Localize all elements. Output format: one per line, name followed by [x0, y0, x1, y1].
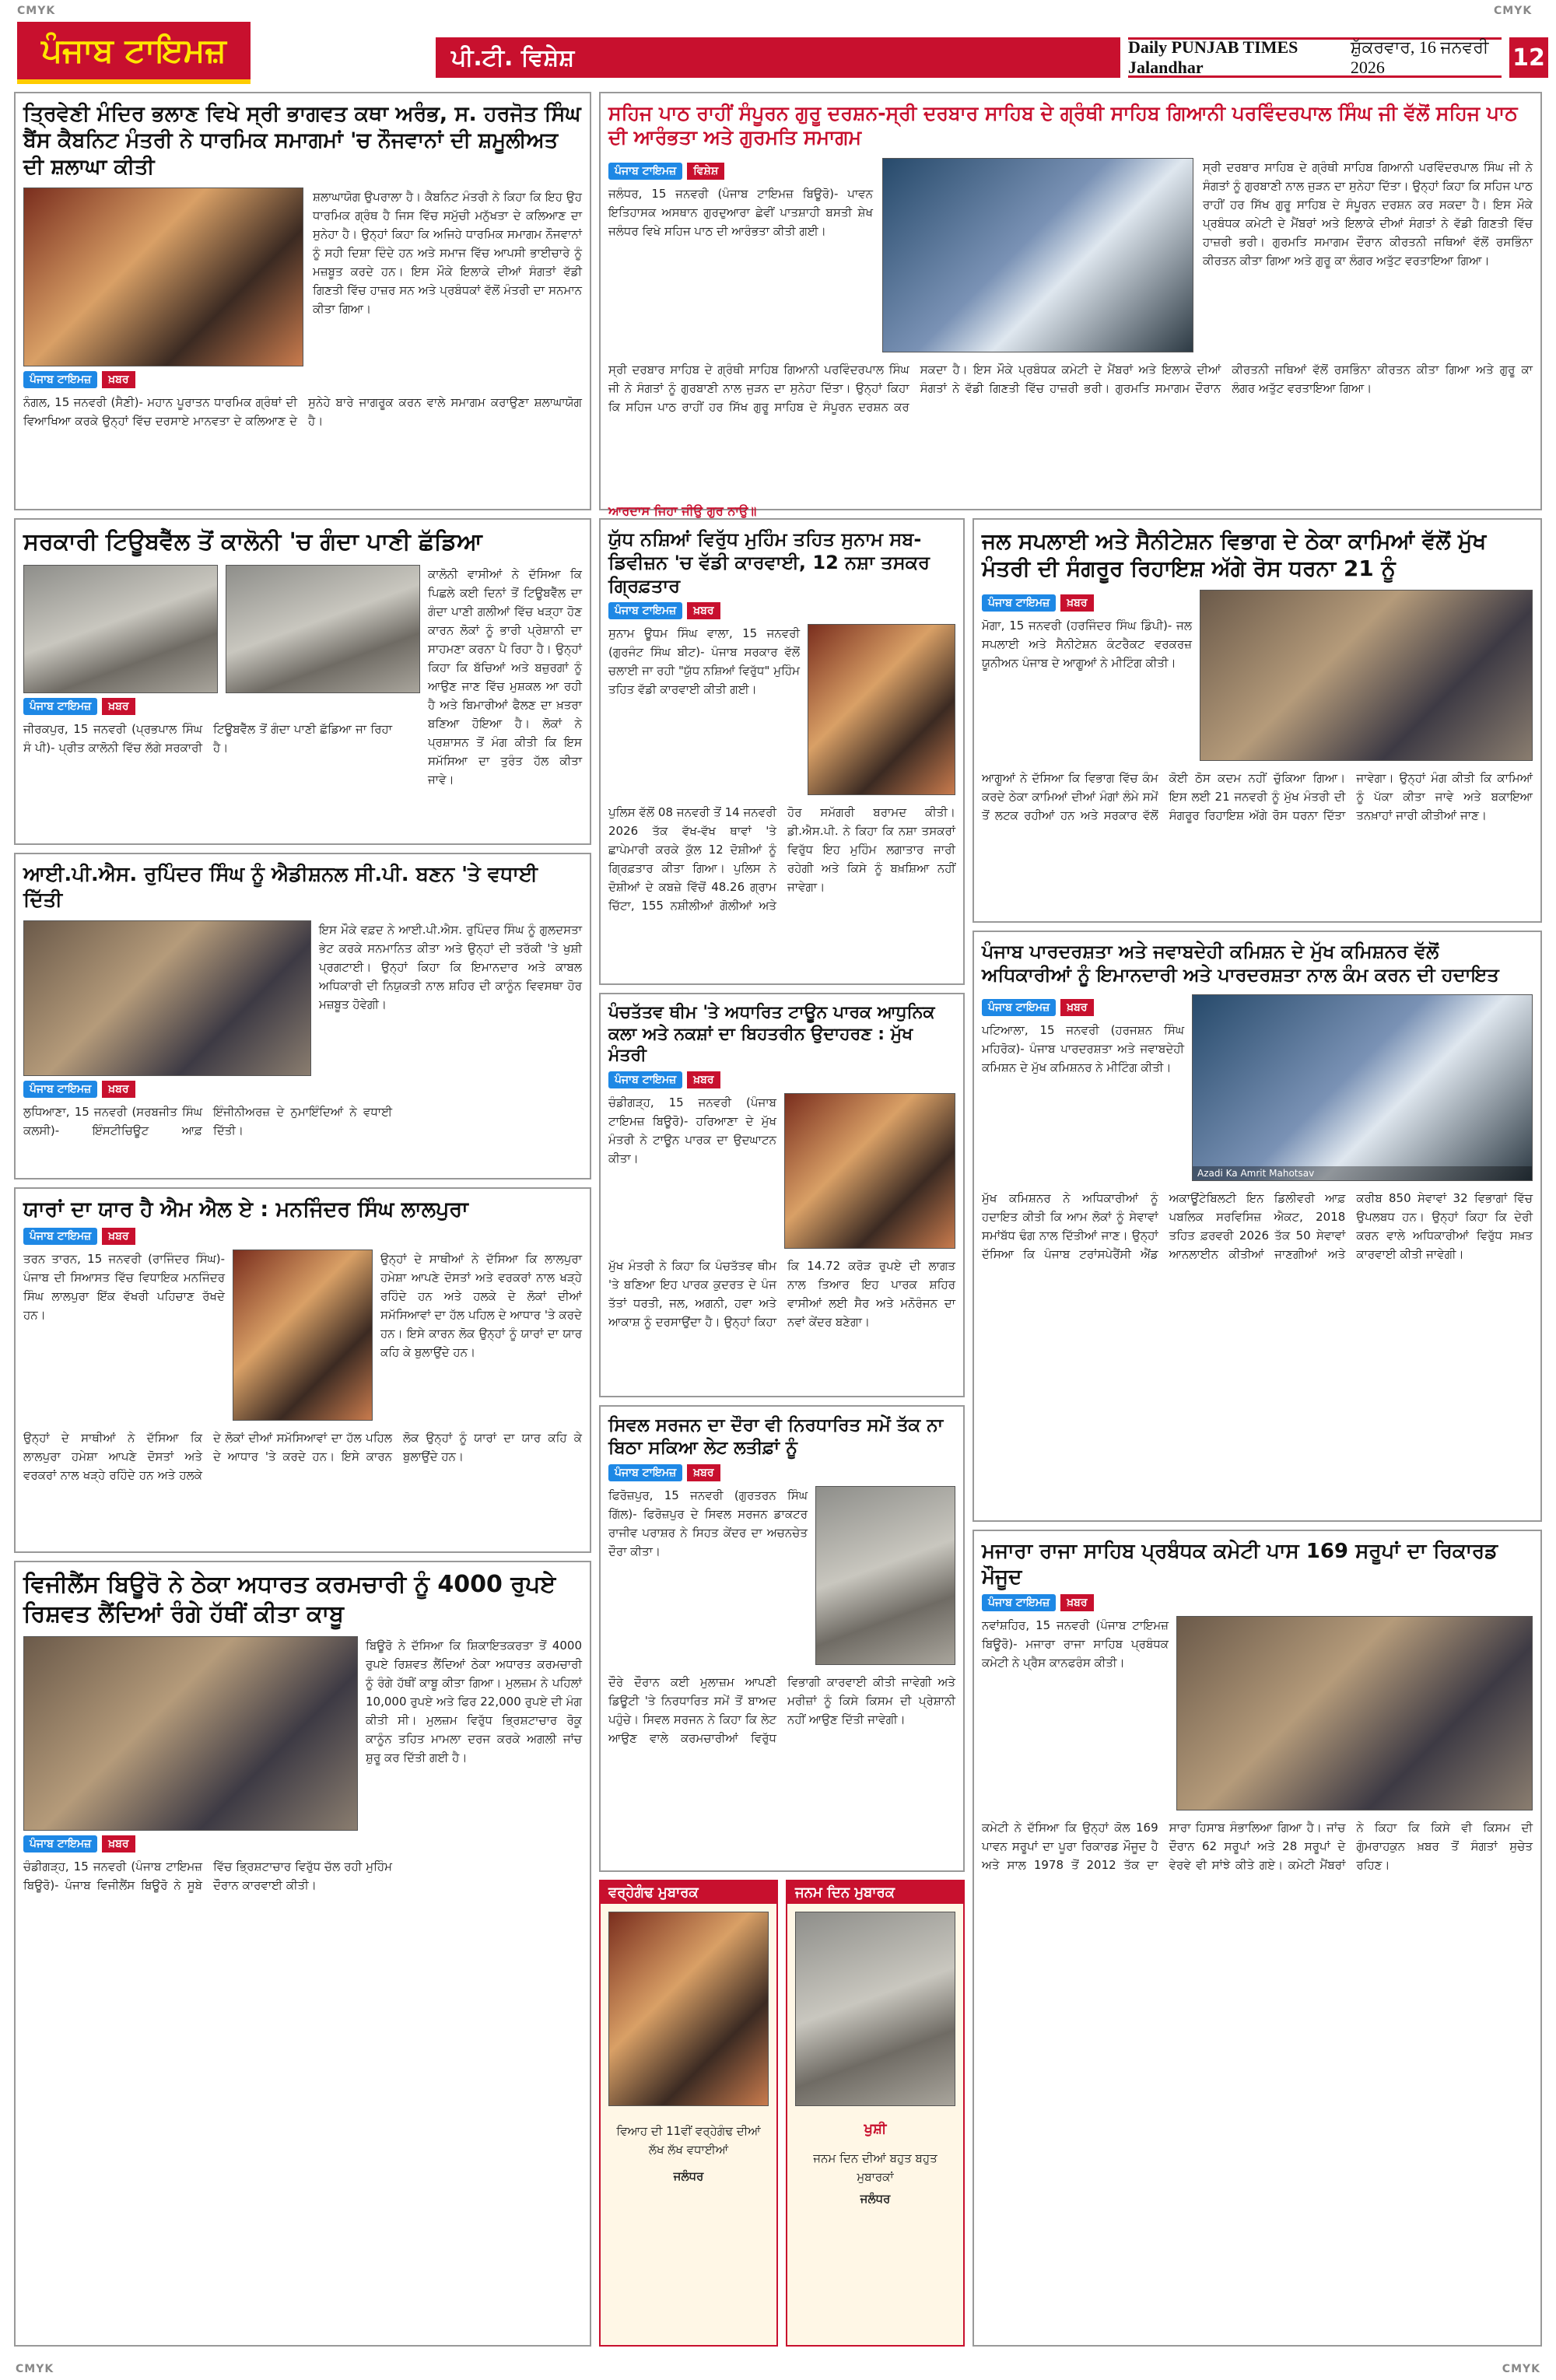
press-conference-photo [1176, 1616, 1533, 1810]
news-tag: ਖ਼ਬਰ [102, 1081, 135, 1098]
news-tag: ਖ਼ਬਰ [687, 1071, 720, 1088]
story-body: ਕਮੇਟੀ ਨੇ ਦੱਸਿਆ ਕਿ ਉਨ੍ਹਾਂ ਕੋਲ 169 ਪਾਵਨ ਸਰੂਪਾਂ ਦਾ ਪੂਰਾ ਰਿਕਾਰਡ ਮੌਜੂਦ ਹੈ ਅਤੇ ਸਾਲ 1978 ਤੋਂ 2012 ਤੱਕ ਦਾ ਸਾਰਾ ਹਿਸਾਬ ਸੰਭਾਲਿਆ ਗਿਆ ਹੈ। ਜਾਂਚ ਦੌਰਾਨ 62 ਸਰੂਪਾਂ ਅਤੇ 28 ਸਰੂਪਾਂ ਦੇ ਵੇਰਵੇ ਵੀ ਸਾਂਝੇ ਕੀਤੇ ਗਏ। ਕਮੇਟੀ ਮੈਂਬਰਾਂ ਨੇ ਕਿਹਾ ਕਿ ਕਿਸੇ ਵੀ ਕਿਸਮ ਦੀ ਗੁੰਮਰਾਹਕੁਨ ਖ਼ਬਰ ਤੋਂ ਸੰਗਤਾਂ ਸੁਚੇਤ ਰਹਿਣ। [982, 1821, 1533, 1872]
news-tag: ਖ਼ਬਰ [102, 371, 135, 388]
story-lalpura [14, 1187, 591, 1553]
story-body: ਇਸ ਮੌਕੇ ਵਫ਼ਦ ਨੇ ਆਈ.ਪੀ.ਐਸ. ਰੁਪਿੰਦਰ ਸਿੰਘ ਨੂੰ ਗੁਲਦਸਤਾ ਭੇਟ ਕਰਕੇ ਸਨਮਾਨਿਤ ਕੀਤਾ ਅਤੇ ਉਨ੍ਹਾਂ ਦੀ ਤਰੱਕੀ 'ਤੇ ਖੁਸ਼ੀ ਪ੍ਰਗਟਾਈ। ਉਨ੍ਹਾਂ ਕਿਹਾ ਕਿ ਇਮਾਨਦਾਰ ਅਤੇ ਕਾਬਲ ਅਧਿਕਾਰੀ ਦੀ ਨਿਯੁਕਤੀ ਨਾਲ ਸ਼ਹਿਰ ਦੀ ਕਾਨੂੰਨ ਵਿਵਸਥਾ ਹੋਰ ਮਜ਼ਬੂਤ ਹੋਵੇਗੀ। [319, 923, 582, 1011]
special-tag: ਵਿਸ਼ੇਸ਼ [687, 163, 724, 180]
story-body-continued: ਸ੍ਰੀ ਦਰਬਾਰ ਸਾਹਿਬ ਦੇ ਗ੍ਰੰਥੀ ਸਾਹਿਬ ਗਿਆਨੀ ਪਰਵਿੰਦਰਪਾਲ ਸਿੰਘ ਜੀ ਨੇ ਸੰਗਤਾਂ ਨੂੰ ਗੁਰਬਾਣੀ ਨਾਲ ਜੁੜਨ ਦਾ ਸੁਨੇਹਾ ਦਿੱਤਾ। ਉਨ੍ਹਾਂ ਕਿਹਾ ਕਿ ਸਹਿਜ ਪਾਠ ਰਾਹੀਂ ਹਰ ਸਿੱਖ ਗੁਰੂ ਸਾਹਿਬ ਦੇ ਸੰਪੂਰਨ ਦਰਸ਼ਨ ਕਰ ਸਕਦਾ ਹੈ। ਇਸ ਮੌਕੇ ਪ੍ਰਬੰਧਕ ਕਮੇਟੀ ਦੇ ਮੈਂਬਰਾਂ ਅਤੇ ਇਲਾਕੇ ਦੀਆਂ ਸੰਗਤਾਂ ਨੇ ਵੱਡੀ ਗਿਣਤੀ ਵਿੱਚ ਹਾਜ਼ਰੀ ਭਰੀ। ਗੁਰਮਤਿ ਸਮਾਗਮ ਦੌਰਾਨ ਕੀਰਤਨੀ ਜਥਿਆਂ ਵੱਲੋਂ ਰਸਭਿੰਨਾ ਕੀਰਤਨ ਕੀਤਾ ਗਿਆ ਅਤੇ ਗੁਰੂ ਕਾ ਲੰਗਰ ਅਤੁੱਟ ਵਰਤਾਇਆ ਗਿਆ। [608, 362, 1533, 414]
story-photo [23, 1636, 358, 1831]
story-dateline: ਪਟਿਆਲਾ, 15 ਜਨਵਰੀ (ਹਰਜਸ਼ਨ ਸਿੰਘ ਮਹਿਰੋਕ)- ਪੰਜਾਬ ਪਾਰਦਰਸ਼ਤਾ ਅਤੇ ਜਵਾਬਦੇਹੀ ਕਮਿਸ਼ਨ ਦੇ ਮੁੱਖ ਕਮਿਸ਼ਨਰ ਨੇ ਮੀਟਿੰਗ ਕੀਤੀ। [982, 1023, 1184, 1074]
section-title: ਪੀ.ਟੀ. ਵਿਸ਼ੇਸ਼ [436, 37, 1120, 78]
story-sehaj-path [599, 92, 1542, 518]
story-dateline: ਲੁਧਿਆਣਾ, 15 ਜਨਵਰੀ (ਸਰਬਜੀਤ ਸਿੰਘ ਕਲਸੀ)- ਇੰਸਟੀਚਿਊਟ ਆਫ਼ ਇੰਜੀਨੀਅਰਜ਼ ਦੇ ਨੁਮਾਇੰਦਿਆਂ ਨੇ ਵਧਾਈ ਦਿੱਤੀ। [23, 1105, 392, 1137]
story-headline: ਤ੍ਰਿਵੇਣੀ ਮੰਦਿਰ ਭਲਾਣ ਵਿਖੇ ਸ੍ਰੀ ਭਾਗਵਤ ਕਥਾ ਅਰੰਭ, ਸ. ਹਰਜੋਤ ਸਿੰਘ ਬੈਂਸ ਕੈਬਨਿਟ ਮੰਤਰੀ ਨੇ ਧਾਰਮਿਕ ਸਮਾਗਮਾਂ 'ਚ ਨੌਜਵਾਨਾਂ ਦੀ ਸ਼ਮੂਲੀਅਤ ਦੀ ਸ਼ਲਾਘਾ ਕੀਤੀ [23, 102, 581, 179]
brand-tag: ਪੰਜਾਬ ਟਾਇਮਜ਼ [23, 698, 97, 715]
greeting-header [601, 1881, 776, 1904]
story-dateline: ਤਰਨ ਤਾਰਨ, 15 ਜਨਵਰੀ (ਰਾਜਿੰਦਰ ਸਿੰਘ)- ਪੰਜਾਬ ਦੀ ਸਿਆਸਤ ਵਿੱਚ ਵਿਧਾਇਕ ਮਨਜਿੰਦਰ ਸਿੰਘ ਲਾਲਪੁਰਾ ਇੱਕ ਵੱਖਰੀ ਪਹਿਚਾਣ ਰੱਖਦੇ ਹਨ। [23, 1251, 225, 1322]
story-headline: ਮਜਾਰਾ ਰਾਜਾ ਸਾਹਿਬ ਪ੍ਰਬੰਧਕ ਕਮੇਟੀ ਪਾਸ 169 ਸਰੂਪਾਂ ਦਾ ਰਿਕਾਰਡ ਮੌਜੂਦ [982, 1540, 1498, 1589]
brand-tag: ਪੰਜਾਬ ਟਾਇਮਜ਼ [608, 1071, 682, 1088]
brand-tag: ਪੰਜਾਬ ਟਾਇਮਜ਼ [608, 163, 682, 180]
chief-minister-photo [784, 1093, 955, 1249]
paper-name: Daily PUNJAB TIMES Jalandhar [1128, 37, 1298, 77]
story-kicker [608, 1071, 955, 1088]
news-tag: ਖ਼ਬਰ [687, 602, 720, 619]
story-dateline: ਨੰਗਲ, 15 ਜਨਵਰੀ (ਸੈਣੀ)- ਮਹਾਨ ਪੂਰਾਤਨ ਧਾਰਮਿਕ ਗ੍ਰੰਥਾਂ ਦੀ ਵਿਆਖਿਆ ਕਰਕੇ ਉਨ੍ਹਾਂ ਵਿੱਚ ਦਰਸਾਏ ਮਾਨਵਤਾ ਦੇ ਕਲਿਆਣ ਦੇ ਸੁਨੇਹੇ ਬਾਰੇ ਜਾਗਰੂਕ ਕਰਨ ਵਾਲੇ ਸਮਾਗਮ ਕਰਾਉਣਾ ਸ਼ਲਾਘਾਯੋਗ ਹੈ। [23, 395, 582, 429]
cmyk-mark-left: CMYK [17, 5, 56, 17]
greeting-anniversary [599, 1880, 778, 2347]
brand-tag: ਪੰਜਾਬ ਟਾਇਮਜ਼ [608, 602, 682, 619]
story-kicker [982, 594, 1192, 612]
greeting-header [787, 1881, 963, 1904]
story-kicker [23, 1228, 582, 1245]
story-body-continued: ਉਨ੍ਹਾਂ ਦੇ ਸਾਥੀਆਂ ਨੇ ਦੱਸਿਆ ਕਿ ਲਾਲਪੁਰਾ ਹਮੇਸ਼ਾ ਆਪਣੇ ਦੋਸਤਾਂ ਅਤੇ ਵਰਕਰਾਂ ਨਾਲ ਖੜ੍ਹੇ ਰਹਿੰਦੇ ਹਨ ਅਤੇ ਹਲਕੇ ਦੇ ਲੋਕਾਂ ਦੀਆਂ ਸਮੱਸਿਆਵਾਂ ਦਾ ਹੱਲ ਪਹਿਲ ਦੇ ਆਧਾਰ 'ਤੇ ਕਰਦੇ ਹਨ। ਇਸੇ ਕਾਰਨ ਲੋਕ ਉਨ੍ਹਾਂ ਨੂੰ ਯਾਰਾਂ ਦਾ ਯਾਰ ਕਹਿ ਕੇ ਬੁਲਾਉਂਦੇ ਹਨ। [23, 1430, 582, 1482]
story-body: ਪੁਲਿਸ ਵੱਲੋਂ 08 ਜਨਵਰੀ ਤੋਂ 14 ਜਨਵਰੀ 2026 ਤੱਕ ਵੱਖ-ਵੱਖ ਥਾਵਾਂ 'ਤੇ ਛਾਪੇਮਾਰੀ ਕਰਕੇ ਕੁੱਲ 12 ਦੋਸ਼ੀਆਂ ਨੂੰ ਗ੍ਰਿਫ਼ਤਾਰ ਕੀਤਾ ਗਿਆ। ਪੁਲਿਸ ਨੇ ਦੋਸ਼ੀਆਂ ਦੇ ਕਬਜ਼ੇ ਵਿੱਚੋਂ 48.26 ਗ੍ਰਾਮ ਚਿੱਟਾ, 155 ਨਸ਼ੀਲੀਆਂ ਗੋਲੀਆਂ ਅਤੇ ਹੋਰ ਸਮੱਗਰੀ ਬਰਾਮਦ ਕੀਤੀ। ਡੀ.ਐਸ.ਪੀ. ਨੇ ਕਿਹਾ ਕਿ ਨਸ਼ਾ ਤਸਕਰਾਂ ਵਿਰੁੱਧ ਇਹ ਮੁਹਿੰਮ ਲਗਾਤਾਰ ਜਾਰੀ ਰਹੇਗੀ ਅਤੇ ਕਿਸੇ ਨੂੰ ਬਖ਼ਸ਼ਿਆ ਨਹੀਂ ਜਾਵੇਗਾ। [608, 805, 955, 913]
brand-tag: ਪੰਜਾਬ ਟਾਇਮਜ਼ [23, 371, 97, 388]
story-kicker [23, 1081, 582, 1098]
story-trivedi-temple [14, 92, 591, 510]
greeting-place: ਜਲੰਧਰ [860, 2191, 891, 2206]
news-tag: ਖ਼ਬਰ [102, 1835, 135, 1852]
cmyk-footer-right: CMYK [1502, 2362, 1540, 2375]
brand-tag: ਪੰਜਾਬ ਟਾਇਮਜ਼ [982, 999, 1056, 1016]
page-number: 12 [1509, 37, 1548, 78]
cmyk-mark-right: CMYK [1494, 5, 1533, 17]
story-kicker [608, 602, 955, 619]
story-headline: ਸਿਵਲ ਸਰਜਨ ਦਾ ਦੌਰਾ ਵੀ ਨਿਰਧਾਰਿਤ ਸਮੇਂ ਤੱਕ ਨਾ ਬਿਠਾ ਸਕਿਆ ਲੇਟ ਲਤੀਫ਼ਾਂ ਨੂੰ [608, 1415, 944, 1458]
story-body: ਸ਼ਲਾਘਾਯੋਗ ਉਪਰਾਲਾ ਹੈ। ਕੈਬਨਿਟ ਮੰਤਰੀ ਨੇ ਕਿਹਾ ਕਿ ਇਹ ਉਹ ਧਾਰਮਿਕ ਗ੍ਰੰਥ ਹੈ ਜਿਸ ਵਿੱਚ ਸਮੁੱਚੀ ਮਨੁੱਖਤਾ ਦੇ ਕਲਿਆਣ ਦਾ ਸੁਨੇਹਾ ਹੈ। ਉਨ੍ਹਾਂ ਕਿਹਾ ਕਿ ਅਜਿਹੇ ਧਾਰਮਿਕ ਸਮਾਗਮ ਨੌਜਵਾਨਾਂ ਨੂੰ ਸਹੀ ਦਿਸ਼ਾ ਦਿੰਦੇ ਹਨ ਅਤੇ ਸਮਾਜ ਵਿੱਚ ਆਪਸੀ ਭਾਈਚਾਰੇ ਨੂੰ ਮਜ਼ਬੂਤ ਕਰਦੇ ਹਨ। ਇਸ ਮੌਕੇ ਇਲਾਕੇ ਦੀਆਂ ਸੰਗਤਾਂ ਵੱਡੀ ਗਿਣਤੀ ਵਿੱਚ ਹਾਜ਼ਰ ਸਨ ਅਤੇ ਪ੍ਰਬੰਧਕਾਂ ਵੱਲੋਂ ਮੰਤਰੀ ਦਾ ਸਨਮਾਨ ਕੀਤਾ ਗਿਆ। [313, 190, 582, 317]
story-headline: ਪੰਜਾਬ ਪਾਰਦਰਸ਼ਤਾ ਅਤੇ ਜਵਾਬਦੇਹੀ ਕਮਿਸ਼ਨ ਦੇ ਮੁੱਖ ਕਮਿਸ਼ਨਰ ਵੱਲੋਂ ਅਧਿਕਾਰੀਆਂ ਨੂੰ ਇਮਾਨਦਾਰੀ ਅਤੇ ਪਾਰਦਰਸ਼ਤਾ ਨਾਲ ਕੰਮ ਕਰਨ ਦੀ ਹਦਾਇਤ [982, 941, 1499, 986]
news-tag: ਖ਼ਬਰ [1060, 999, 1093, 1016]
story-water-supply-protest [972, 518, 1542, 923]
story-dateline: ਚੰਡੀਗੜ੍ਹ, 15 ਜਨਵਰੀ (ਪੰਜਾਬ ਟਾਇਮਜ਼ ਬਿਊਰੋ)- ਪੰਜਾਬ ਵਿਜੀਲੈਂਸ ਬਿਊਰੋ ਨੇ ਸੂਬੇ ਵਿੱਚ ਭ੍ਰਿਸ਼ਟਾਚਾਰ ਵਿਰੁੱਧ ਚੱਲ ਰਹੀ ਮੁਹਿੰਮ ਦੌਰਾਨ ਕਾਰਵਾਈ ਕੀਤੀ। [23, 1859, 392, 1892]
story-headline: ਪੰਚਤੱਤਵ ਥੀਮ 'ਤੇ ਅਧਾਰਿਤ ਟਾਊਨ ਪਾਰਕ ਆਧੁਨਿਕ ਕਲਾ ਅਤੇ ਨਕਸ਼ਾਂ ਦਾ ਬਿਹਤਰੀਨ ਉਦਾਹਰਣ : ਮੁੱਖ ਮੰਤਰੀ [608, 1003, 935, 1065]
greeting-name: ਖੁਸ਼ੀ [864, 2121, 887, 2137]
child-photo [795, 1912, 955, 2106]
story-headline: ਯਾਰਾਂ ਦਾ ਯਾਰ ਹੈ ਐਮ ਐਲ ਏ : ਮਨਜਿੰਦਰ ਸਿੰਘ ਲਾਲਪੁਰਾ [23, 1197, 468, 1222]
attendance-board-photo [815, 1486, 955, 1665]
story-dateline: ਨਵਾਂਸ਼ਹਿਰ, 15 ਜਨਵਰੀ (ਪੰਜਾਬ ਟਾਇਮਜ਼ ਬਿਊਰੋ)- ਮਜਾਰਾ ਰਾਜਾ ਸਾਹਿਬ ਪ੍ਰਬੰਧਕ ਕਮੇਟੀ ਨੇ ਪ੍ਰੈਸ ਕਾਨਫਰੰਸ ਕੀਤੀ। [982, 1618, 1169, 1670]
story-kicker [23, 1835, 582, 1852]
story-headline: ਆਈ.ਪੀ.ਐਸ. ਰੁਪਿੰਦਰ ਸਿੰਘ ਨੂੰ ਐਡੀਸ਼ਨਲ ਸੀ.ਪੀ. ਬਣਨ 'ਤੇ ਵਧਾਈ ਦਿੱਤੀ [23, 863, 538, 912]
story-kicker [608, 1464, 955, 1481]
news-tag: ਖ਼ਬਰ [102, 1228, 135, 1245]
story-headline: ਸਰਕਾਰੀ ਟਿਊਬਵੈੱਲ ਤੋਂ ਕਾਲੋਨੀ 'ਚ ਗੰਦਾ ਪਾਣੀ ਛੱਡਿਆ [23, 528, 482, 556]
brand-tag: ਪੰਜਾਬ ਟਾਇਮਜ਼ [608, 1464, 682, 1481]
story-photo [1200, 590, 1533, 761]
couple-photo [608, 1912, 769, 2106]
story-headline: ਸਹਿਜ ਪਾਠ ਰਾਹੀਂ ਸੰਪੂਰਨ ਗੁਰੂ ਦਰਸ਼ਨ-ਸ੍ਰੀ ਦਰਬਾਰ ਸਾਹਿਬ ਦੇ ਗ੍ਰੰਥੀ ਸਾਹਿਬ ਗਿਆਨੀ ਪਰਵਿੰਦਰਪਾਲ ਸਿੰਘ ਜੀ ਵੱਲੋਂ ਸਹਿਜ ਪਾਠ ਦੀ ਆਰੰਭਤਾ ਅਤੇ ਗੁਰਮਤਿ ਸਮਾਗਮ [608, 102, 1518, 149]
story-kicker [608, 163, 873, 180]
story-body: ਦੌਰੇ ਦੌਰਾਨ ਕਈ ਮੁਲਾਜ਼ਮ ਆਪਣੀ ਡਿਊਟੀ 'ਤੇ ਨਿਰਧਾਰਿਤ ਸਮੇਂ ਤੋਂ ਬਾਅਦ ਪਹੁੰਚੇ। ਸਿਵਲ ਸਰਜਨ ਨੇ ਕਿਹਾ ਕਿ ਲੇਟ ਆਉਣ ਵਾਲੇ ਕਰਮਚਾਰੀਆਂ ਵਿਰੁੱਧ ਵਿਭਾਗੀ ਕਾਰਵਾਈ ਕੀਤੀ ਜਾਵੇਗੀ ਅਤੇ ਮਰੀਜ਼ਾਂ ਨੂੰ ਕਿਸੇ ਕਿਸਮ ਦੀ ਪ੍ਰੇਸ਼ਾਨੀ ਨਹੀਂ ਆਉਣ ਦਿੱਤੀ ਜਾਵੇਗੀ। [608, 1674, 955, 1745]
story-body: ਮੁੱਖ ਮੰਤਰੀ ਨੇ ਕਿਹਾ ਕਿ ਪੰਚਤੱਤਵ ਥੀਮ 'ਤੇ ਬਣਿਆ ਇਹ ਪਾਰਕ ਕੁਦਰਤ ਦੇ ਪੰਜ ਤੱਤਾਂ ਧਰਤੀ, ਜਲ, ਅਗਨੀ, ਹਵਾ ਅਤੇ ਆਕਾਸ਼ ਨੂੰ ਦਰਸਾਉਂਦਾ ਹੈ। ਉਨ੍ਹਾਂ ਕਿਹਾ ਕਿ 14.72 ਕਰੋੜ ਰੁਪਏ ਦੀ ਲਾਗਤ ਨਾਲ ਤਿਆਰ ਇਹ ਪਾਰਕ ਸ਼ਹਿਰ ਵਾਸੀਆਂ ਲਈ ਸੈਰ ਅਤੇ ਮਨੋਰੰਜਨ ਦਾ ਨਵਾਂ ਕੇਂਦਰ ਬਣੇਗਾ। [608, 1258, 955, 1329]
story-civil-surgeon [599, 1405, 965, 1872]
story-dateline: ਜੀਰਕਪੁਰ, 15 ਜਨਵਰੀ (ਪ੍ਰਭਪਾਲ ਸਿੰਘ ਸੰ ਪੀ)- ਪ੍ਰੀਤ ਕਾਲੋਨੀ ਵਿੱਚ ਲੱਗੇ ਸਰਕਾਰੀ ਟਿਊਬਵੈੱਲ ਤੋਂ ਗੰਦਾ ਪਾਣੀ ਛੱਡਿਆ ਜਾ ਰਿਹਾ ਹੈ। [23, 721, 392, 755]
news-tag: ਖ਼ਬਰ [1060, 594, 1093, 612]
brand-tag: ਪੰਜਾਬ ਟਾਇਮਜ਼ [23, 1228, 97, 1245]
story-ips-rupinder [14, 853, 591, 1179]
brand-tag: ਪੰਜਾਬ ਟਾਇਮਜ਼ [23, 1835, 97, 1852]
story-photo [23, 920, 311, 1076]
page-header [0, 0, 1556, 86]
story-dateline: ਫਿਰੋਜ਼ਪੁਰ, 15 ਜਨਵਰੀ (ਗੁਰਤਰਨ ਸਿੰਘ ਗਿੱਲ)- ਫਿਰੋਜ਼ਪੁਰ ਦੇ ਸਿਵਲ ਸਰਜਨ ਡਾਕਟਰ ਰਾਜੀਵ ਪਰਾਸ਼ਰ ਨੇ ਸਿਹਤ ਕੇਂਦਰ ਦਾ ਅਚਨਚੇਤ ਦੌਰਾ ਕੀਤਾ। [608, 1488, 808, 1558]
story-tubewell [14, 518, 591, 845]
issue-date: ਸ਼ੁੱਕਰਵਾਰ, 16 ਜਨਵਰੀ 2026 [1350, 37, 1489, 77]
story-body: ਬਿਊਰੋ ਨੇ ਦੱਸਿਆ ਕਿ ਸ਼ਿਕਾਇਤਕਰਤਾ ਤੋਂ 4000 ਰੁਪਏ ਰਿਸ਼ਵਤ ਲੈਂਦਿਆਂ ਠੇਕਾ ਅਧਾਰਤ ਕਰਮਚਾਰੀ ਨੂੰ ਰੰਗੇ ਹੱਥੀਂ ਕਾਬੂ ਕੀਤਾ ਗਿਆ। ਮੁਲਜ਼ਮ ਨੇ ਪਹਿਲਾਂ 10,000 ਰੁਪਏ ਅਤੇ ਫਿਰ 22,000 ਰੁਪਏ ਦੀ ਮੰਗ ਕੀਤੀ ਸੀ। ਮੁਲਜ਼ਮ ਵਿਰੁੱਧ ਭ੍ਰਿਸ਼ਟਾਚਾਰ ਰੋਕੂ ਕਾਨੂੰਨ ਤਹਿਤ ਮਾਮਲਾ ਦਰਜ ਕਰਕੇ ਅਗਲੀ ਜਾਂਚ ਸ਼ੁਰੂ ਕਰ ਦਿੱਤੀ ਗਈ ਹੈ। [366, 1639, 582, 1765]
azadi-badge: Azadi Ka Amrit Mahotsav [1193, 1166, 1532, 1180]
officer-photo [808, 624, 955, 795]
story-kicker [23, 371, 582, 388]
page-dateline [1128, 37, 1502, 78]
story-body: ਉਨ੍ਹਾਂ ਦੇ ਸਾਥੀਆਂ ਨੇ ਦੱਸਿਆ ਕਿ ਲਾਲਪੁਰਾ ਹਮੇਸ਼ਾ ਆਪਣੇ ਦੋਸਤਾਂ ਅਤੇ ਵਰਕਰਾਂ ਨਾਲ ਖੜ੍ਹੇ ਰਹਿੰਦੇ ਹਨ ਅਤੇ ਹਲਕੇ ਦੇ ਲੋਕਾਂ ਦੀਆਂ ਸਮੱਸਿਆਵਾਂ ਦਾ ਹੱਲ ਪਹਿਲ ਦੇ ਆਧਾਰ 'ਤੇ ਕਰਦੇ ਹਨ। ਇਸੇ ਕਾਰਨ ਲੋਕ ਉਨ੍ਹਾਂ ਨੂੰ ਯਾਰਾਂ ਦਾ ਯਾਰ ਕਹਿ ਕੇ ਬੁਲਾਉਂਦੇ ਹਨ। [380, 1251, 582, 1359]
story-photo [23, 188, 303, 366]
story-headline: ਯੁੱਧ ਨਸ਼ਿਆਂ ਵਿਰੁੱਧ ਮੁਹਿੰਮ ਤਹਿਤ ਸੁਨਾਮ ਸਬ-ਡਿਵੀਜ਼ਨ 'ਚ ਵੱਡੀ ਕਾਰਵਾਈ, 12 ਨਸ਼ਾ ਤਸਕਰ ਗ੍ਰਿਫ਼ਤਾਰ [608, 528, 930, 597]
greeting-text: ਜਨਮ ਦਿਨ ਦੀਆਂ ਬਹੁਤ ਬਹੁਤ ਮੁਬਾਰਕਾਂ [813, 2150, 937, 2184]
story-dateline: ਚੰਡੀਗੜ੍ਹ, 15 ਜਨਵਰੀ (ਪੰਜਾਬ ਟਾਇਮਜ਼ ਬਿਊਰੋ)- ਹਰਿਆਣਾ ਦੇ ਮੁੱਖ ਮੰਤਰੀ ਨੇ ਟਾਊਨ ਪਾਰਕ ਦਾ ਉਦਘਾਟਨ ਕੀਤਾ। [608, 1095, 776, 1165]
story-body: ਸ੍ਰੀ ਦਰਬਾਰ ਸਾਹਿਬ ਦੇ ਗ੍ਰੰਥੀ ਸਾਹਿਬ ਗਿਆਨੀ ਪਰਵਿੰਦਰਪਾਲ ਸਿੰਘ ਜੀ ਨੇ ਸੰਗਤਾਂ ਨੂੰ ਗੁਰਬਾਣੀ ਨਾਲ ਜੁੜਨ ਦਾ ਸੁਨੇਹਾ ਦਿੱਤਾ। ਉਨ੍ਹਾਂ ਕਿਹਾ ਕਿ ਸਹਿਜ ਪਾਠ ਰਾਹੀਂ ਹਰ ਸਿੱਖ ਗੁਰੂ ਸਾਹਿਬ ਦੇ ਸੰਪੂਰਨ ਦਰਸ਼ਨ ਕਰ ਸਕਦਾ ਹੈ। ਇਸ ਮੌਕੇ ਪ੍ਰਬੰਧਕ ਕਮੇਟੀ ਦੇ ਮੈਂਬਰਾਂ ਅਤੇ ਇਲਾਕੇ ਦੀਆਂ ਸੰਗਤਾਂ ਨੇ ਵੱਡੀ ਗਿਣਤੀ ਵਿੱਚ ਹਾਜ਼ਰੀ ਭਰੀ। ਗੁਰਮਤਿ ਸਮਾਗਮ ਦੌਰਾਨ ਕੀਰਤਨੀ ਜਥਿਆਂ ਵੱਲੋਂ ਰਸਭਿੰਨਾ ਕੀਰਤਨ ਕੀਤਾ ਗਿਆ ਅਤੇ ਗੁਰੂ ਕਾ ਲੰਗਰ ਅਤੁੱਟ ਵਰਤਾਇਆ ਗਿਆ। [1203, 159, 1533, 268]
greeting-title: ਜਨਮ ਦਿਨ ਮੁਬਾਰਕ [795, 1884, 895, 1901]
news-tag: ਖ਼ਬਰ [102, 698, 135, 715]
story-body: ਮੁੱਖ ਕਮਿਸ਼ਨਰ ਨੇ ਅਧਿਕਾਰੀਆਂ ਨੂੰ ਹਦਾਇਤ ਕੀਤੀ ਕਿ ਆਮ ਲੋਕਾਂ ਨੂੰ ਸੇਵਾਵਾਂ ਸਮਾਂਬੱਧ ਢੰਗ ਨਾਲ ਦਿੱਤੀਆਂ ਜਾਣ। ਉਨ੍ਹਾਂ ਦੱਸਿਆ ਕਿ ਪੰਜਾਬ ਟਰਾਂਸਪੇਰੈਂਸੀ ਐਂਡ ਅਕਾਊਂਟੇਬਿਲਟੀ ਇਨ ਡਿਲੀਵਰੀ ਆਫ਼ ਪਬਲਿਕ ਸਰਵਿਸਿਜ਼ ਐਕਟ, 2018 ਤਹਿਤ ਫ਼ਰਵਰੀ 2026 ਤੱਕ 50 ਸੇਵਾਵਾਂ ਆਨਲਾਈਨ ਕੀਤੀਆਂ ਜਾਣਗੀਆਂ ਅਤੇ ਕਰੀਬ 850 ਸੇਵਾਵਾਂ 32 ਵਿਭਾਗਾਂ ਵਿੱਚ ਉਪਲਬਧ ਹਨ। ਉਨ੍ਹਾਂ ਕਿਹਾ ਕਿ ਦੇਰੀ ਕਰਨ ਵਾਲੇ ਅਧਿਕਾਰੀਆਂ ਵਿਰੁੱਧ ਸਖ਼ਤ ਕਾਰਵਾਈ ਕੀਤੀ ਜਾਵੇਗੀ। [982, 1191, 1533, 1261]
news-tag: ਖ਼ਬਰ [687, 1464, 720, 1481]
story-body: ਕਾਲੋਨੀ ਵਾਸੀਆਂ ਨੇ ਦੱਸਿਆ ਕਿ ਪਿਛਲੇ ਕਈ ਦਿਨਾਂ ਤੋਂ ਟਿਊਬਵੈੱਲ ਦਾ ਗੰਦਾ ਪਾਣੀ ਗਲੀਆਂ ਵਿੱਚ ਖੜ੍ਹਾ ਹੋਣ ਕਾਰਨ ਲੋਕਾਂ ਨੂੰ ਭਾਰੀ ਪ੍ਰੇਸ਼ਾਨੀ ਦਾ ਸਾਹਮਣਾ ਕਰਨਾ ਪੈ ਰਿਹਾ ਹੈ। ਉਨ੍ਹਾਂ ਕਿਹਾ ਕਿ ਬੱਚਿਆਂ ਅਤੇ ਬਜ਼ੁਰਗਾਂ ਨੂੰ ਆਉਣ ਜਾਣ ਵਿੱਚ ਮੁਸ਼ਕਲ ਆ ਰਹੀ ਹੈ ਅਤੇ ਬਿਮਾਰੀਆਂ ਫੈਲਣ ਦਾ ਖ਼ਤਰਾ ਬਣਿਆ ਹੋਇਆ ਹੈ। ਲੋਕਾਂ ਨੇ ਪ੍ਰਸ਼ਾਸਨ ਤੋਂ ਮੰਗ ਕੀਤੀ ਕਿ ਇਸ ਸਮੱਸਿਆ ਦਾ ਤੁਰੰਤ ਹੱਲ ਕੀਤਾ ਜਾਵੇ। [428, 566, 582, 787]
story-kicker [982, 1594, 1533, 1611]
greeting-title: ਵਰ੍ਹੇਗੰਢ ਮੁਬਾਰਕ [608, 1884, 699, 1901]
story-kicker [982, 999, 1184, 1016]
brand-tag: ਪੰਜਾਬ ਟਾਇਮਜ਼ [23, 1081, 97, 1098]
news-tag: ਖ਼ਬਰ [1060, 1594, 1093, 1611]
story-majara-raja-sahib [972, 1530, 1542, 2347]
brand-tag: ਪੰਜਾਬ ਟਾਇਮਜ਼ [982, 594, 1056, 612]
story-sunam-drugs [599, 518, 965, 985]
story-signoff: ਆਰਦਾਸ ਜਿਹਾ ਜੀਉ ਗੁਰ ਨਾਉ॥ [608, 503, 757, 518]
greeting-birthday [786, 1880, 965, 2347]
story-town-park [599, 993, 965, 1397]
story-photo-1 [23, 565, 218, 693]
story-photo [882, 158, 1193, 352]
story-dateline: ਜਲੰਧਰ, 15 ਜਨਵਰੀ (ਪੰਜਾਬ ਟਾਇਮਜ਼ ਬਿਊਰੋ)- ਪਾਵਨ ਇਤਿਹਾਸਕ ਅਸਥਾਨ ਗੁਰਦੁਆਰਾ ਛੇਵੀਂ ਪਾਤਸ਼ਾਹੀ ਬਸਤੀ ਸ਼ੇਖ ਜਲੰਧਰ ਵਿਖੇ ਸਹਿਜ ਪਾਠ ਦੀ ਆਰੰਭਤਾ ਕੀਤੀ ਗਈ। [608, 186, 873, 238]
story-headline: ਜਲ ਸਪਲਾਈ ਅਤੇ ਸੈਨੀਟੇਸ਼ਨ ਵਿਭਾਗ ਦੇ ਠੇਕਾ ਕਾਮਿਆਂ ਵੱਲੋਂ ਮੁੱਖ ਮੰਤਰੀ ਦੀ ਸੰਗਰੂਰ ਰਿਹਾਇਸ਼ ਅੱਗੇ ਰੋਸ ਧਰਨਾ 21 ਨੂੰ [982, 528, 1487, 581]
story-transparency-commission [972, 931, 1542, 1522]
meeting-photo [1192, 994, 1533, 1181]
story-dateline: ਮੋਗਾ, 15 ਜਨਵਰੀ (ਹਰਜਿੰਦਰ ਸਿੰਘ ਡਿੰਪੀ)- ਜਲ ਸਪਲਾਈ ਅਤੇ ਸੈਨੀਟੇਸ਼ਨ ਕੰਟਰੈਕਟ ਵਰਕਰਜ਼ ਯੂਨੀਅਨ ਪੰਜਾਬ ਦੇ ਆਗੂਆਂ ਨੇ ਮੀਟਿੰਗ ਕੀਤੀ। [982, 619, 1192, 670]
greeting-text: ਵਿਆਹ ਦੀ 11ਵੀਂ ਵਰ੍ਹੇਗੰਢ ਦੀਆਂ ਲੱਖ ਲੱਖ ਵਧਾਈਆਂ [616, 2124, 761, 2157]
story-body: ਆਗੂਆਂ ਨੇ ਦੱਸਿਆ ਕਿ ਵਿਭਾਗ ਵਿੱਚ ਕੰਮ ਕਰਦੇ ਠੇਕਾ ਕਾਮਿਆਂ ਦੀਆਂ ਮੰਗਾਂ ਲੰਮੇ ਸਮੇਂ ਤੋਂ ਲਟਕ ਰਹੀਆਂ ਹਨ ਅਤੇ ਸਰਕਾਰ ਵੱਲੋਂ ਕੋਈ ਠੋਸ ਕਦਮ ਨਹੀਂ ਚੁੱਕਿਆ ਗਿਆ। ਇਸ ਲਈ 21 ਜਨਵਰੀ ਨੂੰ ਮੁੱਖ ਮੰਤਰੀ ਦੀ ਸੰਗਰੂਰ ਰਿਹਾਇਸ਼ ਅੱਗੇ ਰੋਸ ਧਰਨਾ ਦਿੱਤਾ ਜਾਵੇਗਾ। ਉਨ੍ਹਾਂ ਮੰਗ ਕੀਤੀ ਕਿ ਕਾਮਿਆਂ ਨੂੰ ਪੱਕਾ ਕੀਤਾ ਜਾਵੇ ਅਤੇ ਬਕਾਇਆ ਤਨਖ਼ਾਹਾਂ ਜਾਰੀ ਕੀਤੀਆਂ ਜਾਣ। [982, 771, 1533, 822]
page-footer [0, 2357, 1556, 2380]
story-photo-2 [226, 565, 420, 693]
cmyk-footer-left: CMYK [16, 2362, 54, 2375]
story-vigilance [14, 1561, 591, 2347]
brand-tag: ਪੰਜਾਬ ਟਾਇਮਜ਼ [982, 1594, 1056, 1611]
mla-photo [233, 1250, 373, 1421]
masthead-logo: ਪੰਜਾਬ ਟਾਇਮਜ਼ [17, 22, 251, 84]
greeting-place: ਜਲੰਧਰ [673, 2169, 704, 2183]
story-dateline: ਸੁਨਾਮ ਊਧਮ ਸਿੰਘ ਵਾਲਾ, 15 ਜਨਵਰੀ (ਗੁਰਜੰਟ ਸਿੰਘ ਬੀਟ)- ਪੰਜਾਬ ਸਰਕਾਰ ਵੱਲੋਂ ਚਲਾਈ ਜਾ ਰਹੀ "ਯੁੱਧ ਨਸ਼ਿਆਂ ਵਿਰੁੱਧ" ਮੁਹਿੰਮ ਤਹਿਤ ਵੱਡੀ ਕਾਰਵਾਈ ਕੀਤੀ ਗਈ। [608, 626, 800, 696]
story-headline: ਵਿਜੀਲੈਂਸ ਬਿਊਰੋ ਨੇ ਠੇਕਾ ਅਧਾਰਤ ਕਰਮਚਾਰੀ ਨੂੰ 4000 ਰੁਪਏ ਰਿਸ਼ਵਤ ਲੈਂਦਿਆਂ ਰੰਗੇ ਹੱਥੀਂ ਕੀਤਾ ਕਾਬੂ [23, 1571, 556, 1628]
